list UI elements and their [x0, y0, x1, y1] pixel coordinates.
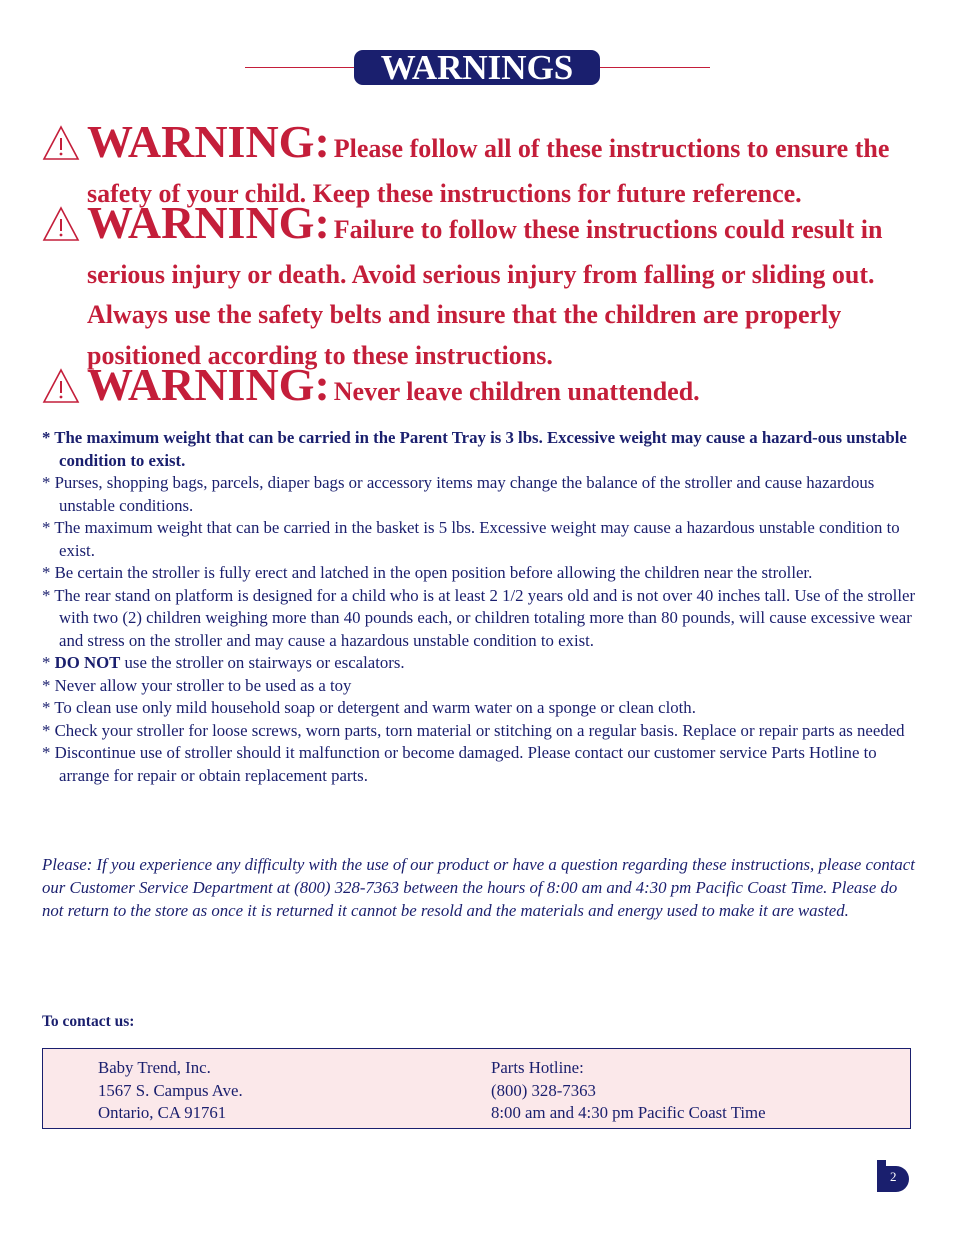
bullet-item: * The rear stand on platform is designed for a child who is at least 2 1/2 years old and is not over 40 inches tall. Use of the stroller with two (2) children weighing more than 40 pounds each, or children totaling more than 80 pounds, will cause excessive wear and stress on the stroller and may cause a hazardous unstable condition to exist. [42, 585, 916, 650]
bullet-item: * Be certain the stroller is fully erect and latched in the open position before allowing the children near the stroller. [42, 563, 813, 582]
warning-text: serious injury or death. Avoid serious injury from falling or sliding out. [87, 259, 875, 289]
warning-block-3 [42, 359, 922, 417]
customer-service-note: Please: If you experience any difficulty with the use of our product or have a question regarding these instructions, please contact our Customer Service Department at (800) 328-7363 between the hours of 8:00 am and 4:30 pm Pacific Coast Time. Please do not return to the store as once it is returned it cannot be resold and the materials and energy used to make it are wasted. [42, 855, 915, 920]
warning-label: WARNING: [87, 197, 330, 248]
hotline-phone: (800) 328-7363 [491, 1080, 596, 1100]
warning-text: positioned according to these instructions. [87, 340, 553, 370]
company-address [98, 1057, 243, 1125]
warning-label: WARNING: [87, 116, 330, 167]
bullet-item: * Never allow your stroller to be used as a toy [42, 675, 352, 695]
warning-text: Failure to follow these instructions could result in [333, 215, 883, 244]
warning-text: safety of your child. Keep these instructions for future reference. [87, 178, 802, 208]
bullet-prefix: * [42, 653, 55, 672]
header-rule-left [245, 67, 357, 68]
bullet-item: * The maximum weight that can be carried in the Parent Tray is 3 lbs. Excessive weight may cause a hazard-ous unstable condition to exist. [42, 428, 907, 470]
header-rule-right [597, 67, 710, 68]
hotline-hours: 8:00 am and 4:30 pm Pacific Coast Time [491, 1103, 766, 1122]
hotline-label: Parts Hotline: [491, 1058, 584, 1077]
warning-triangle-icon [42, 124, 80, 162]
contact-heading: To contact us: [42, 1013, 135, 1030]
warning-label: WARNING: [87, 359, 330, 410]
bullet-text: use the stroller on stairways or escalators. [120, 653, 405, 672]
bullet-item: * Check your stroller for loose screws, worn parts, torn material or stitching on a regular basis. Replace or repair parts as needed [42, 720, 905, 740]
bullet-item: * The maximum weight that can be carried in the basket is 5 lbs. Excessive weight may cause a hazardous unstable condition to exist. [42, 518, 900, 560]
page-number: 2 [890, 1169, 897, 1184]
bullet-item: * Discontinue use of stroller should it malfunction or become damaged. Please contact our customer service Parts Hotline to arrange for repair or obtain replacement parts. [42, 743, 877, 785]
bullet-item: * Purses, shopping bags, parcels, diaper bags or accessory items may change the balance of the stroller and cause hazardous unstable conditions. [42, 473, 875, 515]
bullet-item: * To clean use only mild household soap or detergent and warm water on a sponge or clean cloth. [42, 698, 696, 717]
bullet-emphasis: DO NOT [54, 653, 121, 672]
bullet-item [42, 652, 922, 675]
warning-triangle-icon [42, 205, 80, 243]
page-title: WARNINGS [354, 50, 600, 85]
warning-block-2 [42, 197, 922, 376]
warning-text: Please follow all of these instructions to ensure the [333, 134, 890, 163]
contact-box [42, 1048, 911, 1129]
warning-triangle-icon [42, 367, 80, 405]
street-address: 1567 S. Campus Ave. [98, 1080, 243, 1100]
parts-hotline [491, 1057, 766, 1125]
company-name: Baby Trend, Inc. [98, 1058, 211, 1077]
warning-text: Never leave children unattended. [333, 377, 700, 406]
city-state-zip: Ontario, CA 91761 [98, 1103, 227, 1122]
warning-text: Always use the safety belts and insure that the children are properly [87, 300, 842, 329]
safety-bullet-list [42, 427, 922, 787]
